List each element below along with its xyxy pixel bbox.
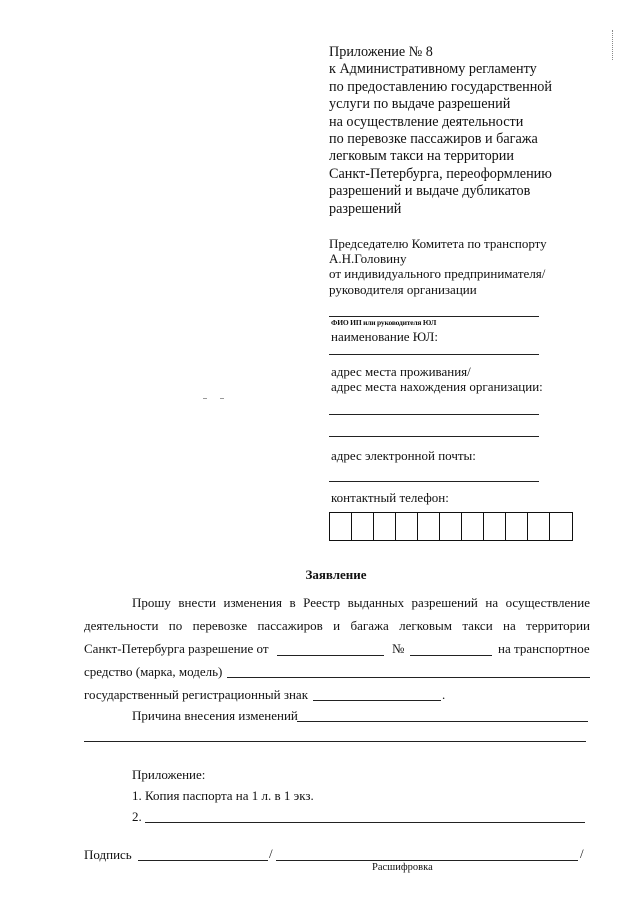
- phone-digit-cell[interactable]: [374, 513, 396, 540]
- statement-line-3: Санкт-Петербурга разрешение от: [84, 641, 269, 656]
- phone-digit-cell[interactable]: [550, 513, 572, 540]
- attachment-2-input-line[interactable]: [145, 822, 585, 823]
- fio-input-line[interactable]: [329, 316, 539, 317]
- annex-line: к Административному регламенту: [329, 61, 537, 78]
- address-label-2: адрес места нахождения организации:: [331, 379, 543, 394]
- statement-line-2: деятельности по перевозке пассажиров и багажа легковым такси на территории: [84, 618, 590, 633]
- addressee-line: А.Н.Головину: [329, 251, 407, 267]
- annex-line: по перевозке пассажиров и багажа: [329, 131, 538, 148]
- signature-slash-2: /: [580, 846, 584, 861]
- scan-mark: [220, 398, 224, 399]
- reg-plate-label: государственный регистрационный знак: [84, 687, 309, 702]
- email-label: адрес электронной почты:: [331, 448, 476, 463]
- annex-header: [329, 44, 552, 218]
- phone-digit-cell[interactable]: [352, 513, 374, 540]
- permit-number-input-line[interactable]: [410, 655, 492, 656]
- reason-input-line-1[interactable]: [297, 721, 588, 722]
- attachments-title: Приложение:: [132, 767, 206, 782]
- annex-line: разрешений и выдаче дубликатов: [329, 183, 531, 200]
- decode-caption: Расшифровка: [372, 862, 433, 873]
- annex-line: на осуществление деятельности: [329, 113, 524, 130]
- statement-line-1: Прошу внести изменения в Реестр выданных разрешений на осуществление: [132, 595, 590, 610]
- addressee-line: Председателю Комитета по транспорту: [329, 236, 547, 251]
- statement-title: Заявление: [305, 567, 367, 582]
- email-input-line[interactable]: [329, 481, 539, 482]
- fio-caption: ФИО ИП или руководителя ЮЛ: [331, 318, 437, 327]
- addressee-block: [329, 236, 547, 297]
- addressee-line: от индивидуального предпринимателя/: [329, 266, 546, 282]
- reason-label: Причина внесения изменений: [132, 708, 298, 723]
- reason-input-line-2[interactable]: [84, 741, 586, 742]
- vehicle-model-label: средство (марка, модель): [84, 664, 223, 679]
- phone-digit-cell[interactable]: [506, 513, 528, 540]
- reg-plate-input-line[interactable]: [313, 700, 441, 701]
- vehicle-model-input-line[interactable]: [227, 677, 590, 678]
- scan-mark: [203, 398, 207, 399]
- permit-date-input-line[interactable]: [277, 655, 384, 656]
- signature-label: Подпись: [84, 847, 132, 862]
- address-input-line-2[interactable]: [329, 436, 539, 437]
- addressee-line: руководителя организации: [329, 281, 477, 297]
- annex-line: услуги по выдаче разрешений: [329, 96, 511, 113]
- annex-line: по предоставлению государственной: [329, 78, 552, 95]
- annex-line: Приложение № 8: [329, 44, 433, 60]
- statement-line-3-end: на транспортное: [498, 641, 590, 656]
- phone-digit-cell[interactable]: [418, 513, 440, 540]
- phone-digit-grid[interactable]: [329, 512, 573, 541]
- phone-digit-cell[interactable]: [440, 513, 462, 540]
- annex-line: разрешений: [329, 200, 402, 217]
- annex-line: Санкт-Петербурга, переоформлению: [329, 165, 552, 182]
- reg-plate-period: .: [442, 687, 446, 702]
- decode-input-line[interactable]: [276, 860, 578, 861]
- annex-line: легковым такси на территории: [329, 148, 514, 165]
- phone-digit-cell[interactable]: [484, 513, 506, 540]
- phone-digit-cell[interactable]: [330, 513, 352, 540]
- phone-digit-cell[interactable]: [396, 513, 418, 540]
- scan-mark: [612, 30, 623, 60]
- permit-number-sign: №: [392, 641, 405, 656]
- attachment-2-label: 2.: [132, 809, 142, 824]
- phone-digit-cell[interactable]: [528, 513, 550, 540]
- org-name-input-line[interactable]: [329, 354, 539, 355]
- attachment-1: 1. Копия паспорта на 1 л. в 1 экз.: [132, 788, 314, 803]
- phone-label: контактный телефон:: [331, 490, 449, 505]
- signature-slash-1: /: [269, 846, 273, 861]
- org-name-label: наименование ЮЛ:: [331, 329, 438, 344]
- signature-input-line[interactable]: [138, 860, 268, 861]
- address-label-1: адрес места проживания/: [331, 364, 471, 379]
- address-input-line-1[interactable]: [329, 414, 539, 415]
- phone-digit-cell[interactable]: [462, 513, 484, 540]
